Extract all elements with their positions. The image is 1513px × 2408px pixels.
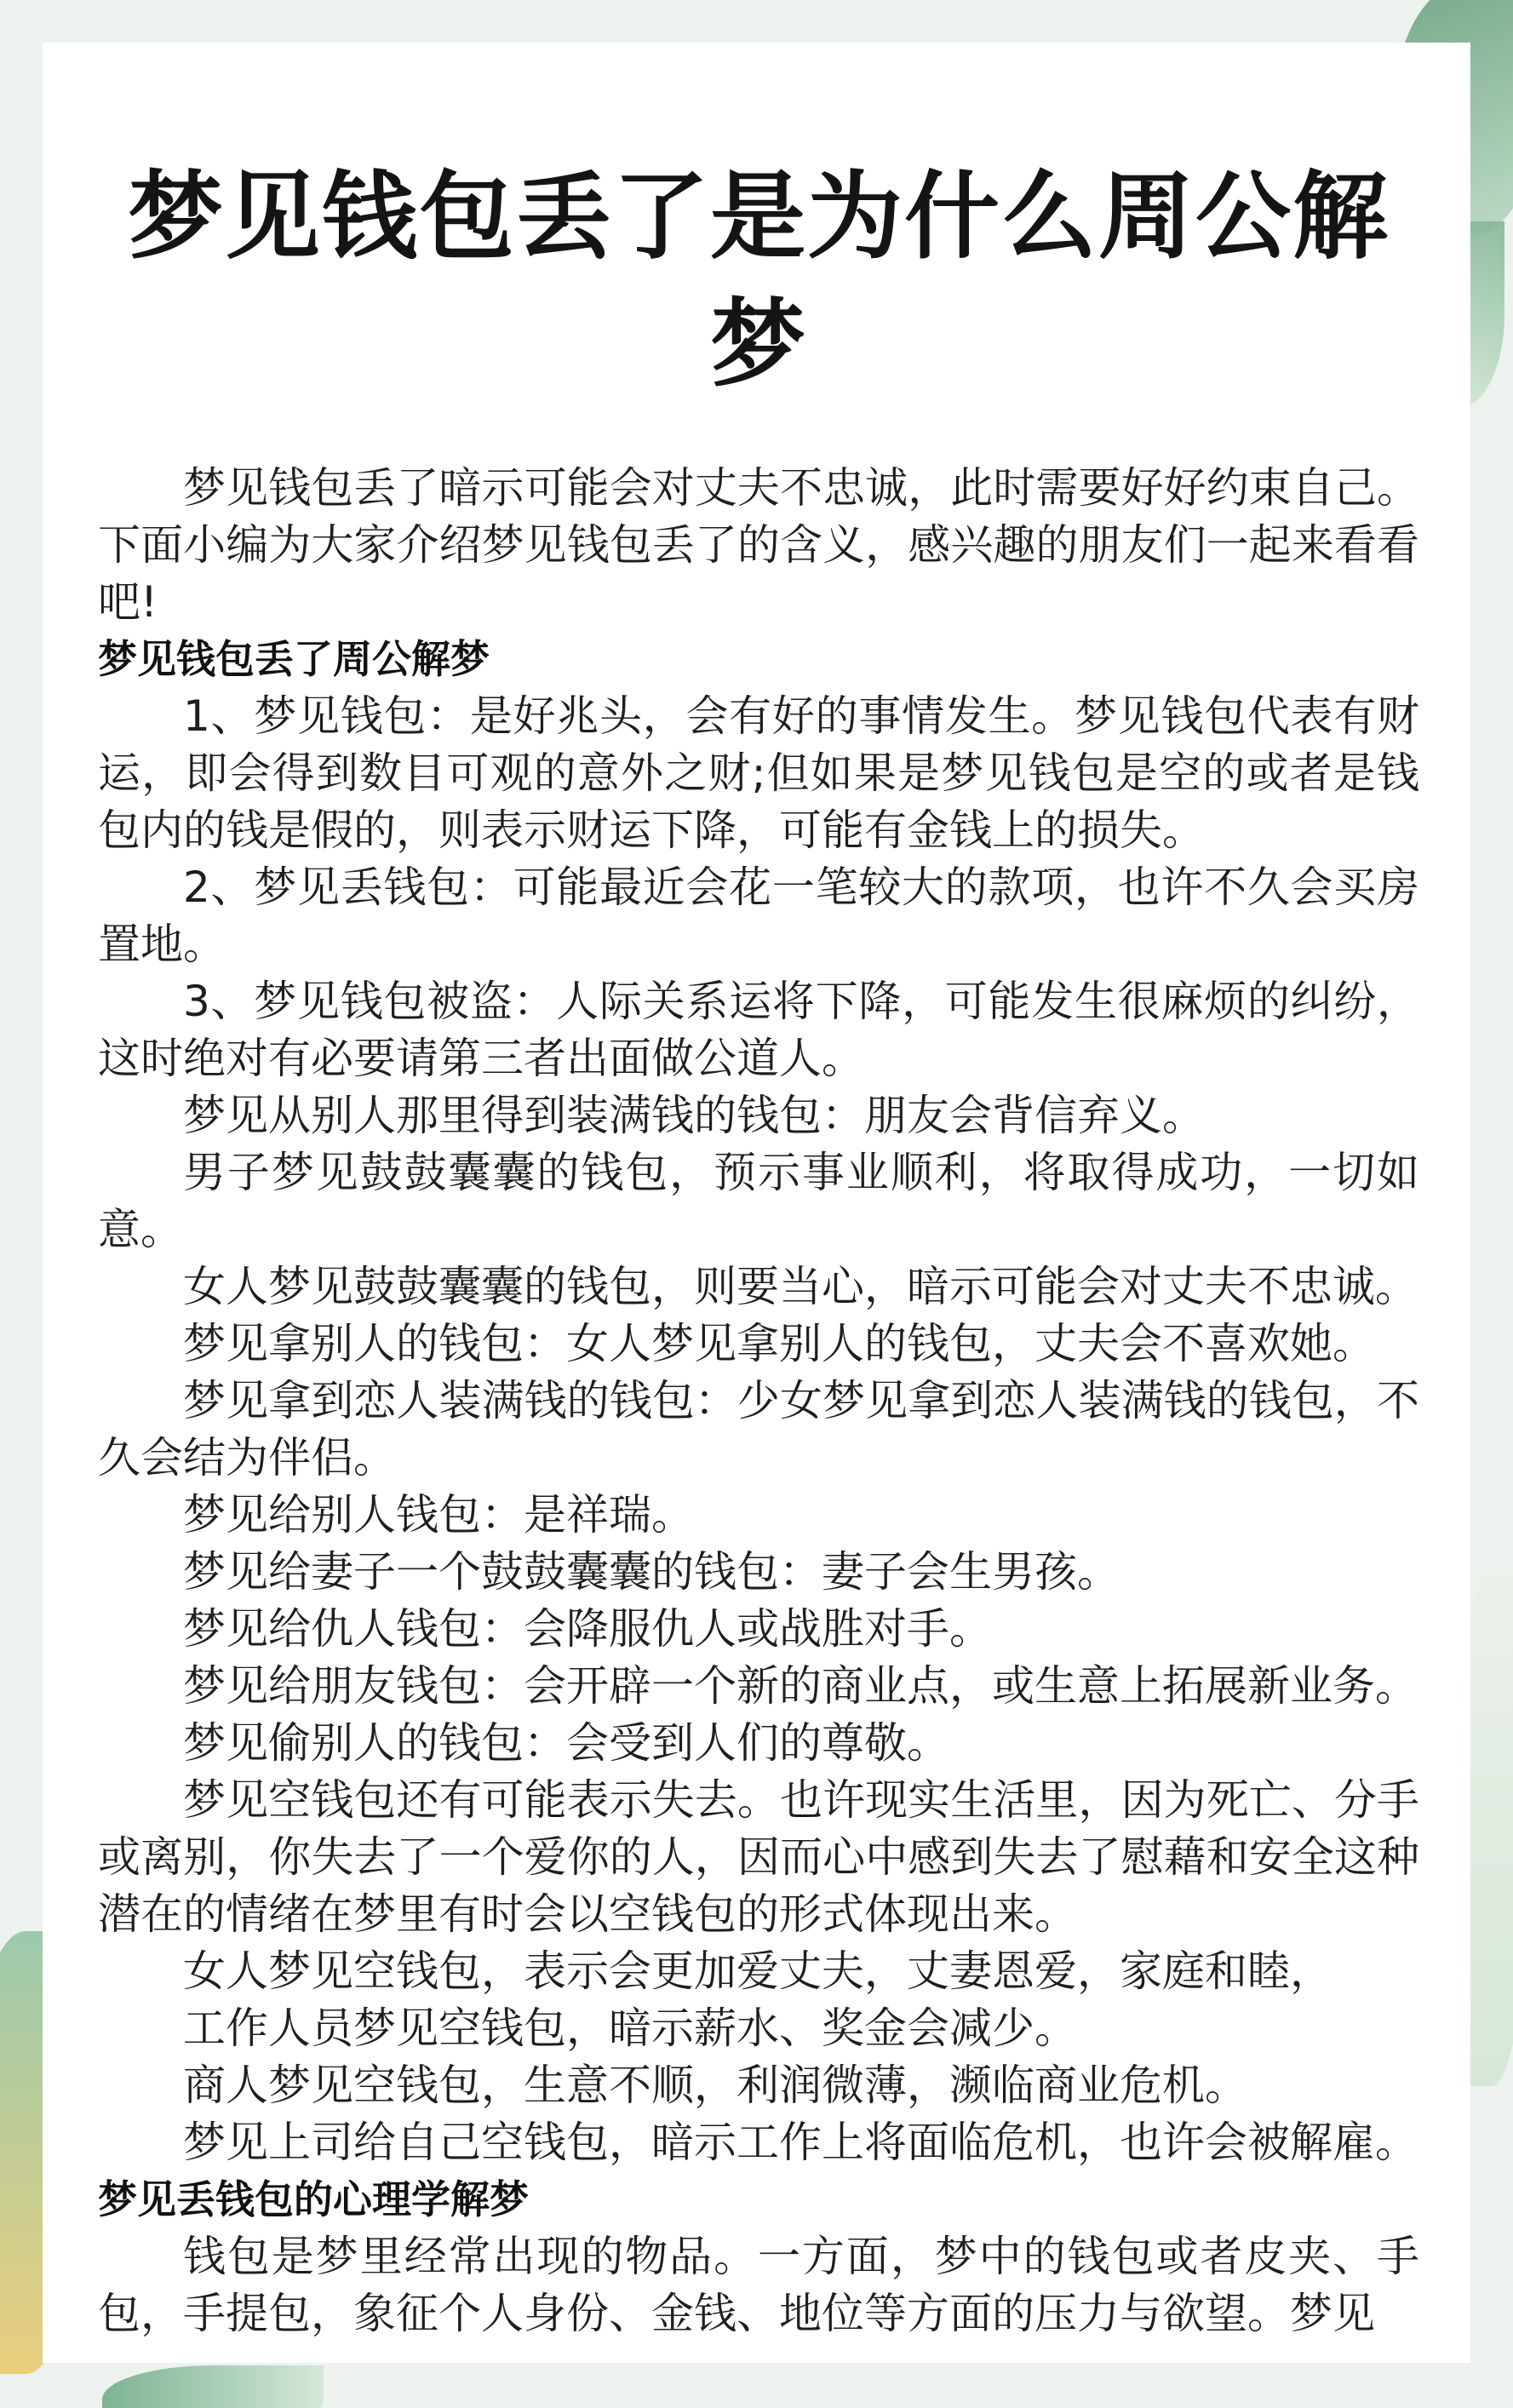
section1-paragraph: 女人梦见空钱包，表示会更加爱丈夫，丈妻恩爱，家庭和睦， [183,1946,1332,1996]
section1-paragraph: 梦见上司给自己空钱包，暗示工作上将面临危机，也许会被解雇。 [183,2118,1418,2167]
article-body [98,460,1419,2342]
section1-paragraph: 商人梦见空钱包，生意不顺，利润微薄，濒临商业危机。 [183,2061,1247,2110]
section1-paragraph: 3、梦见钱包被盗：人际关系运将下降，可能发生很麻烦的纠纷，这时绝对有必要请第三者出面做公道人。 [98,977,1419,1083]
section1-paragraph: 女人梦见鼓鼓囊囊的钱包，则要当心，暗示可能会对丈夫不忠诚。 [183,1262,1418,1311]
section1-paragraph: 梦见给朋友钱包：会开辟一个新的商业点，或生意上拓展新业务。 [183,1661,1418,1711]
section1-paragraph: 梦见空钱包还有可能表示失去。也许现实生活里，因为死亡、分手或离别，你失去了一个爱你的人，因而心中感到失去了慰藉和安全这种潜在的情绪在梦里有时会以空钱包的形式体现出来。 [98,1775,1419,1939]
section2-paragraph: 钱包是梦里经常出现的物品。一方面，梦中的钱包或者皮夹、手包，手提包，象征个人身份、金钱、地位等方面的压力与欲望。梦见 [98,2232,1419,2338]
section1-paragraph: 梦见从别人那里得到装满钱的钱包：朋友会背信弃义。 [183,1091,1205,1140]
article-card [43,43,1470,2363]
article-title: 梦见钱包丢了是为什么周公解梦 [128,162,1390,400]
section1-paragraph: 梦见给别人钱包：是祥瑞。 [183,1490,694,1539]
section1-paragraph: 2、梦见丢钱包：可能最近会花一笔较大的款项，也许不久会买房置地。 [98,863,1419,969]
section1-paragraph: 男子梦见鼓鼓囊囊的钱包，预示事业顺利，将取得成功，一切如意。 [98,1148,1419,1254]
section1-paragraph: 1、梦见钱包：是好兆头，会有好的事情发生。梦见钱包代表有财运，即会得到数目可观的意外之财;但如果是梦见钱包是空的或者是钱包内的钱是假的，则表示财运下降，可能有金钱上的损失。 [98,691,1419,855]
section-heading-zhougong: 梦见钱包丢了周公解梦 [98,636,490,682]
intro-paragraph: 梦见钱包丢了暗示可能会对丈夫不忠诚，此时需要好好约束自己。下面小编为大家介绍梦见钱包丢了的含义，感兴趣的朋友们一起来看看吧! [98,463,1419,627]
section-heading-psychology: 梦见丢钱包的心理学解梦 [98,2176,529,2222]
section1-paragraph: 梦见拿到恋人装满钱的钱包：少女梦见拿到恋人装满钱的钱包，不久会结为伴侣。 [98,1376,1419,1482]
section1-paragraph: 梦见偷别人的钱包：会受到人们的尊敬。 [183,1718,949,1768]
section1-paragraph: 梦见给妻子一个鼓鼓囊囊的钱包：妻子会生男孩。 [183,1547,1120,1597]
section1-paragraph: 梦见给仇人钱包：会降服仇人或战胜对手。 [183,1604,992,1654]
section1-paragraph: 工作人员梦见空钱包，暗示薪水、奖金会减少。 [183,2004,1077,2053]
leaf-decoration-bottom [102,2365,324,2408]
section1-paragraph: 梦见拿别人的钱包：女人梦见拿别人的钱包，丈夫会不喜欢她。 [183,1319,1375,1368]
